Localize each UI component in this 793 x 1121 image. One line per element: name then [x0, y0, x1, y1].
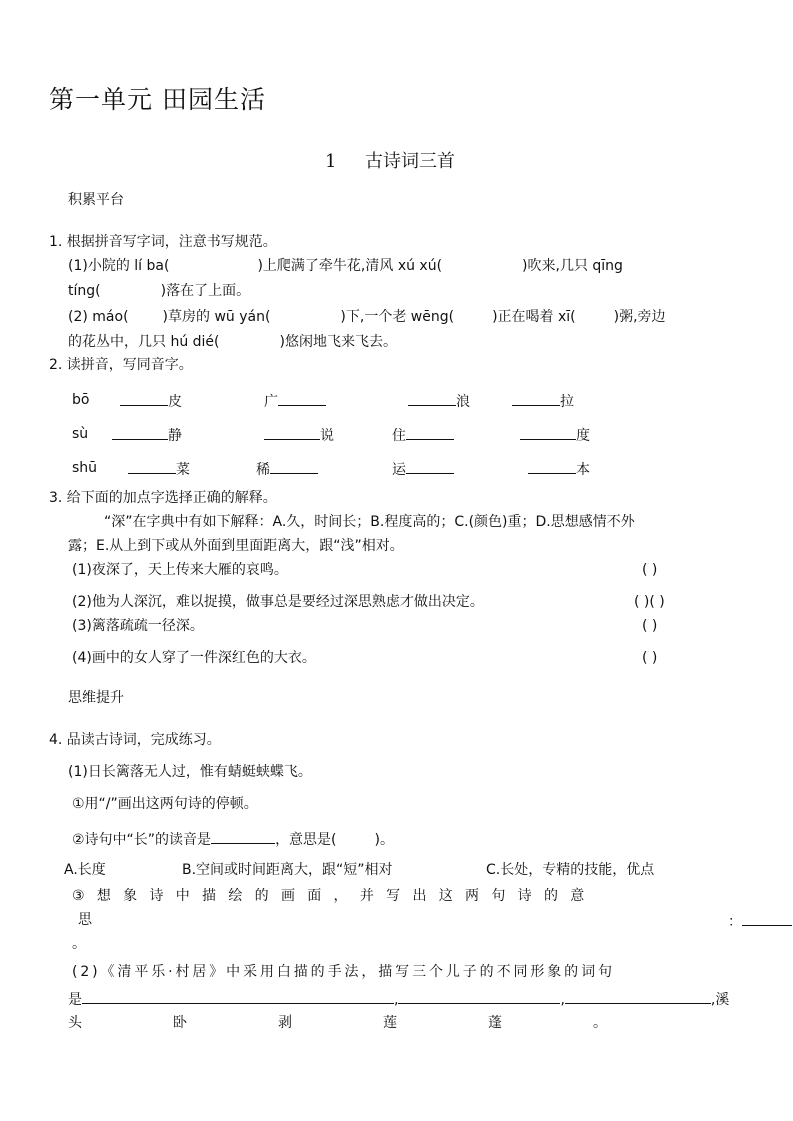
answer-blank[interactable] — [112, 424, 168, 440]
sub-question: ①用“/”画出这两句诗的停顿。 — [72, 796, 258, 812]
lesson-title: 古诗词三首 — [365, 151, 455, 172]
answer-blank[interactable] — [278, 390, 326, 406]
answer-blank[interactable] — [120, 390, 168, 406]
section-heading: 积累平台 — [68, 192, 124, 208]
sub-question-3-tail: 思 — [78, 912, 92, 928]
sub-question-4: (2)《清平乐·村居》中采用白描的手法，描写三个儿子的不同形象的词句 — [72, 964, 615, 980]
answer-blank[interactable] — [512, 390, 560, 406]
answer-parentheses[interactable]: ( )( ) — [634, 594, 665, 610]
answer-blank[interactable] — [128, 458, 176, 474]
sentence-item: (3)篱落疏疏一径深。 — [72, 618, 204, 634]
answer-parentheses[interactable]: ( ) — [642, 618, 658, 634]
definition-line: “深”在字典中有如下解释：A.久，时间长；B.程度高的；C.(颜色)重；D.思想感情不外 — [104, 514, 635, 530]
worksheet-page: 第一单元 田园生活 1 古诗词三首 积累平台 1. 根据拼音写字词，注意书写规范。 (1)小院的 lí ba( )上爬满了牵牛花,清风 xú xú( )吹来,几只 qīng tíng( )落在了上面。 (2) máo( )草房的 wū yán( )下,一个老 wēng( )正在喝着 xī( )粥,旁边 的花丛中，几只 hú dié( )悠闲地飞来飞去。 2. 读拼音，写同音字。 bō 皮 广 浪 拉 sù 静 说 住 度 shū 菜 稀 运 本 3. 给下面的加点字选择正确的解释。 “深”在字典中有如下解释：A.久，时间长；B.程度高的；C.(颜色)重；D.思想感情不外 露；E.从上到下或从外面到里面距离大，跟“浅”相对。 (1)夜深了，天上传来大雁的哀鸣。 ( ) (2)他为人深沉，难以捉摸，做事总是要经过深思熟虑才做出决定。 ( )( ) (3)篱落疏疏一径深。 ( ) (4)画中的女人穿了一件深红色的大衣。 ( ) 思维提升 4. 品读古诗词，完成练习。 (1)日长篱落无人过，惟有蜻蜓蛱蝶飞。 ①用“/”画出这两句诗的停顿。 ②诗句中“长”的读音是 ，意思是( )。 A.长度 B.空间或时间距离大，跟“短”相对 C.长处，专精的技能，优点 ③想象诗中描绘的画面，并写出这两句诗的意 思 ： 。 (2)《清平乐·村居》中采用白描的手法，描写三个儿子的不同形象的词句 是 , , ,溪 头卧剥莲蓬。 — [0, 0, 793, 1121]
definition-line: 露；E.从上到下或从外面到里面距离大，跟“浅”相对。 — [68, 538, 404, 554]
option-a: A.长度 — [64, 862, 106, 878]
answer-blank[interactable] — [270, 458, 318, 474]
answer-blank[interactable] — [211, 828, 275, 844]
sentence-item: (4)画中的女人穿了一件深红色的大衣。 — [72, 650, 316, 666]
sentence-item: (1)夜深了，天上传来大雁的哀鸣。 — [72, 562, 288, 578]
answer-blank[interactable] — [406, 458, 454, 474]
answer-blank[interactable] — [82, 988, 394, 1004]
q1-line-1: (1)小院的 lí ba( )上爬满了牵牛花,清风 xú xú( )吹来,几只 qīng — [68, 258, 623, 274]
final-line: 头卧剥莲蓬。 — [68, 1015, 698, 1031]
sub-question-3: ③想象诗中描绘的画面，并写出这两句诗的意 — [72, 888, 597, 904]
lesson-number: 1 — [325, 151, 337, 172]
sentence-period: 。 — [72, 936, 86, 952]
answer-blank[interactable] — [408, 390, 456, 406]
answer-blank[interactable] — [520, 424, 576, 440]
answer-blank[interactable] — [398, 988, 560, 1004]
answer-blank-group: ： — [728, 910, 792, 932]
q1-line-4: 的花丛中，几只 hú dié( )悠闲地飞来飞去。 — [68, 334, 397, 350]
poem-line: (1)日长篱落无人过，惟有蜻蜓蛱蝶飞。 — [68, 764, 312, 780]
unit-title: 第一单元 田园生活 — [49, 85, 266, 114]
question-1-title: 1. 根据拼音写字词，注意书写规范。 — [49, 234, 277, 250]
section-heading: 思维提升 — [68, 690, 124, 706]
option-c: C.长处，专精的技能，优点 — [486, 862, 655, 878]
answer-blank[interactable] — [565, 988, 711, 1004]
answer-blank[interactable] — [742, 910, 792, 926]
q1-line-3: (2) máo( )草房的 wū yán( )下,一个老 wēng( )正在喝着 xī( )粥,旁边 — [68, 309, 666, 325]
question-3-title: 3. 给下面的加点字选择正确的解释。 — [49, 490, 277, 506]
answer-blank[interactable] — [264, 424, 320, 440]
sub-question: ②诗句中“长”的读音是 ，意思是( )。 — [72, 828, 394, 850]
question-4-title: 4. 品读古诗词，完成练习。 — [49, 732, 221, 748]
question-2-title: 2. 读拼音，写同音字。 — [49, 357, 193, 373]
answer-parentheses[interactable]: ( ) — [642, 650, 658, 666]
answer-parentheses[interactable]: ( ) — [642, 562, 658, 578]
lesson-heading — [325, 150, 455, 174]
answer-blank[interactable] — [528, 458, 576, 474]
answer-blank[interactable] — [406, 424, 454, 440]
q1-line-2: tíng( )落在了上面。 — [68, 283, 251, 299]
sentence-item: (2)他为人深沉，难以捉摸，做事总是要经过深思熟虑才做出决定。 — [72, 594, 484, 610]
option-b: B.空间或时间距离大，跟“短”相对 — [182, 862, 393, 878]
answer-line: 是 , , ,溪 — [68, 988, 729, 1010]
